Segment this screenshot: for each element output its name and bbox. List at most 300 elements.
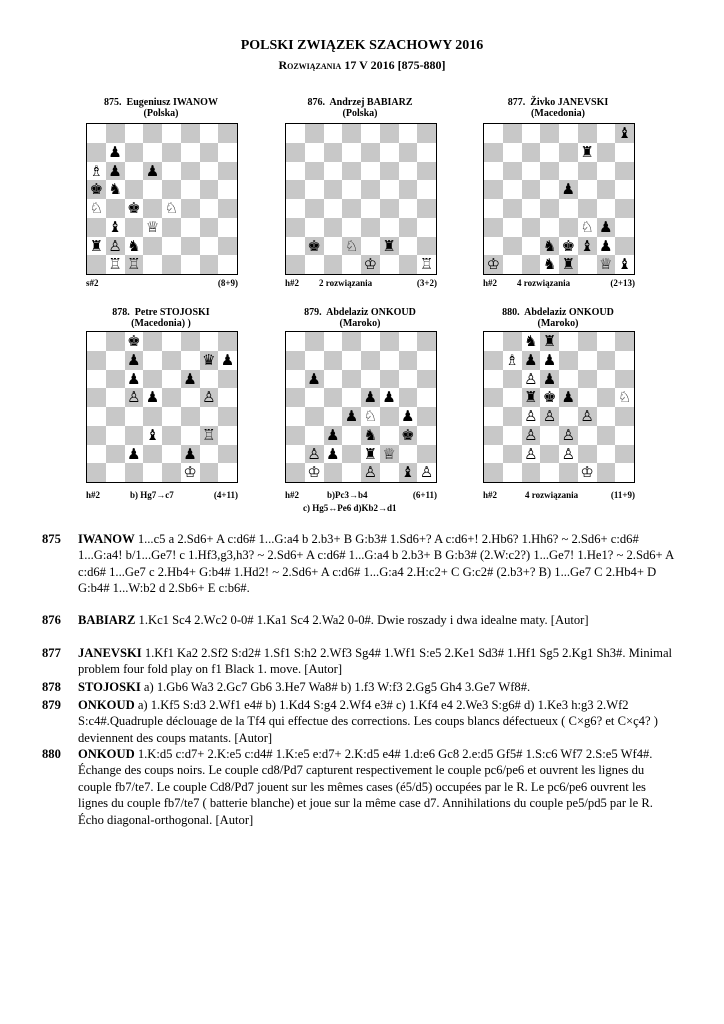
- chess-piece-b6: ♟: [307, 369, 321, 388]
- board-square: [342, 218, 361, 237]
- board-square: [615, 199, 634, 218]
- chess-piece-g1: ♝: [401, 463, 415, 482]
- solution-number: 878: [42, 680, 61, 694]
- problem-country: (Maroko): [537, 318, 579, 329]
- board-square: [559, 124, 578, 143]
- board-square: [559, 351, 578, 370]
- board-square: [597, 445, 616, 464]
- board-square: [200, 124, 219, 143]
- board-square: [399, 237, 418, 256]
- board-square: [503, 180, 522, 199]
- chess-piece-e2: ♚: [561, 236, 576, 255]
- chess-piece-a6: ♗: [89, 161, 104, 180]
- chess-piece-d4: ♙: [542, 407, 557, 425]
- board-square: [342, 445, 361, 464]
- board-square: [484, 370, 503, 389]
- board-square: [615, 237, 634, 256]
- board-square: [503, 370, 522, 389]
- board-square: [162, 426, 181, 445]
- board-square: [125, 218, 144, 237]
- board-square: [361, 332, 380, 351]
- problem-number: 876.: [307, 97, 325, 108]
- problem-country: (Macedonia): [531, 108, 585, 119]
- board-square: [615, 332, 634, 351]
- chess-piece-c3: ♙: [524, 425, 538, 444]
- solution-author: IWANOW: [78, 532, 135, 546]
- board-square: [559, 332, 578, 351]
- board-square: [380, 463, 399, 482]
- board-square: [540, 463, 559, 482]
- board-square: [324, 388, 343, 407]
- board-square: [125, 124, 144, 143]
- chess-piece-d1: ♞: [542, 255, 557, 274]
- board-square: [540, 180, 559, 199]
- chess-piece-f2: ♟: [183, 444, 197, 463]
- chess-piece-b1: ♔: [307, 463, 321, 482]
- board-square: [324, 162, 343, 181]
- piece-count: (11+9): [610, 490, 635, 500]
- board-square: [399, 218, 418, 237]
- board-square: [540, 426, 559, 445]
- chess-piece-c5: ♙: [127, 388, 141, 407]
- board-square: [380, 426, 399, 445]
- chess-piece-e1: ♔: [363, 255, 378, 274]
- board-square: [87, 332, 106, 351]
- board-square: [484, 351, 503, 370]
- board-square: [218, 180, 237, 199]
- board-square: [162, 332, 181, 351]
- chess-board: [285, 331, 437, 483]
- board-square: [162, 124, 181, 143]
- board-square: [181, 124, 200, 143]
- board-square: [286, 124, 305, 143]
- board-square: [143, 199, 162, 218]
- chess-piece-c8: ♚: [127, 332, 141, 350]
- board-square: [106, 332, 125, 351]
- chess-piece-f7: ♜: [580, 142, 594, 161]
- chess-piece-b2: ♚: [307, 236, 321, 255]
- problem-number: 879.: [304, 307, 322, 318]
- board-square: [597, 426, 616, 445]
- board-square: [162, 445, 181, 464]
- board-square: [484, 463, 503, 482]
- board-square: [522, 124, 541, 143]
- board-square: [125, 463, 144, 482]
- board-square: [417, 237, 436, 256]
- chess-piece-a4: ♘: [89, 199, 104, 217]
- chess-piece-e2: ♙: [561, 444, 576, 463]
- solution-note: 4 rozwiązania: [525, 490, 579, 500]
- board-square: [342, 162, 361, 181]
- board-square: [559, 463, 578, 482]
- board-square: [615, 143, 634, 162]
- chess-piece-c8: ♞: [524, 332, 538, 350]
- board-square: [417, 407, 436, 426]
- chess-piece-g4: ♟: [401, 407, 415, 425]
- problem-number: 875.: [104, 97, 122, 108]
- solution-text: 1.Kc1 Sc4 2.Wc2 0-0# 1.Ka1 Sc4 2.Wa2 0-0#. Dwie roszady i dwa idealne maty. [Autor]: [135, 613, 589, 627]
- board-square: [218, 199, 237, 218]
- board-square: [597, 463, 616, 482]
- board-square: [399, 124, 418, 143]
- board-square: [181, 426, 200, 445]
- board-square: [200, 370, 219, 389]
- board-square: [286, 463, 305, 482]
- board-square: [399, 162, 418, 181]
- board-square: [162, 162, 181, 181]
- problem-author: Abdelaziz ONKOUD: [326, 307, 416, 318]
- chess-piece-h5: ♘: [617, 388, 632, 407]
- board-square: [380, 332, 399, 351]
- chess-piece-a2: ♜: [89, 236, 104, 255]
- board-square: [218, 255, 237, 274]
- chess-piece-b2: ♙: [307, 444, 321, 463]
- board-square: [324, 463, 343, 482]
- board-square: [597, 332, 616, 351]
- board-square: [324, 237, 343, 256]
- problem-number: 877.: [507, 97, 526, 108]
- chess-piece-g3: ♚: [401, 425, 415, 444]
- chess-piece-c4: ♚: [127, 199, 141, 217]
- board-square: [597, 124, 616, 143]
- chess-piece-h1: ♝: [617, 255, 632, 274]
- board-square: [87, 218, 106, 237]
- board-square: [615, 370, 634, 389]
- board-square: [181, 180, 200, 199]
- problem-author: Eugeniusz IWANOW: [126, 97, 218, 108]
- chess-piece-e3: ♞: [363, 425, 378, 444]
- chess-piece-c4: ♙: [524, 407, 538, 425]
- board-square: [286, 445, 305, 464]
- solution-author: ONKOUD: [78, 747, 135, 761]
- problem-author: Andrzej BABIARZ: [329, 97, 413, 108]
- piece-count: (3+2): [416, 278, 437, 288]
- board-square: [305, 180, 324, 199]
- board-square: [559, 407, 578, 426]
- board-square: [615, 426, 634, 445]
- board-square: [200, 237, 219, 256]
- board-square: [503, 255, 522, 274]
- board-square: [286, 407, 305, 426]
- stipulation: s#2: [86, 278, 99, 288]
- board-square: [503, 407, 522, 426]
- board-square: [106, 388, 125, 407]
- board-square: [305, 255, 324, 274]
- board-square: [200, 463, 219, 482]
- board-square: [578, 388, 597, 407]
- chess-piece-d6: ♟: [542, 369, 557, 388]
- board-square: [615, 445, 634, 464]
- board-square: [484, 180, 503, 199]
- board-square: [484, 199, 503, 218]
- problem-country: (Maroko): [339, 318, 381, 329]
- board-square: [615, 162, 634, 181]
- chess-piece-c3: ♟: [326, 425, 340, 444]
- board-square: [181, 143, 200, 162]
- board-square: [559, 162, 578, 181]
- board-square: [87, 445, 106, 464]
- board-square: [484, 218, 503, 237]
- board-square: [484, 332, 503, 351]
- board-square: [286, 332, 305, 351]
- board-square: [181, 407, 200, 426]
- board-square: [324, 180, 343, 199]
- board-square: [106, 370, 125, 389]
- chess-piece-d2: ♞: [542, 236, 557, 255]
- board-square: [380, 370, 399, 389]
- solution-author: BABIARZ: [78, 613, 136, 627]
- chess-piece-c5: ♜: [524, 388, 538, 407]
- board-square: [380, 162, 399, 181]
- chess-piece-c2: ♟: [326, 444, 340, 463]
- board-square: [399, 180, 418, 199]
- board-square: [540, 445, 559, 464]
- stipulation: h#2: [285, 278, 300, 288]
- chess-piece-e4: ♘: [164, 199, 179, 217]
- board-square: [399, 143, 418, 162]
- chess-piece-c6: ♟: [127, 369, 141, 388]
- board-square: [87, 255, 106, 274]
- problem-author: Petre STOJOSKI: [134, 307, 210, 318]
- board-square: [305, 199, 324, 218]
- chess-piece-b6: ♟: [108, 161, 122, 180]
- board-square: [218, 124, 237, 143]
- board-square: [361, 370, 380, 389]
- board-square: [324, 351, 343, 370]
- problem-heading: [463, 97, 653, 119]
- board-square: [143, 237, 162, 256]
- chess-piece-d4: ♟: [344, 407, 359, 425]
- board-square: [143, 255, 162, 274]
- board-square: [484, 388, 503, 407]
- board-square: [399, 255, 418, 274]
- board-square: [87, 124, 106, 143]
- board-square: [324, 370, 343, 389]
- board-square: [218, 463, 237, 482]
- board-square: [200, 143, 219, 162]
- board-square: [399, 199, 418, 218]
- board-square: [578, 332, 597, 351]
- chess-piece-c2: ♙: [524, 444, 538, 463]
- board-square: [615, 463, 634, 482]
- chess-piece-f3: ♘: [580, 217, 594, 236]
- chess-piece-d3: ♝: [145, 425, 160, 444]
- board-square: [503, 445, 522, 464]
- board-square: [106, 199, 125, 218]
- board-square: [559, 370, 578, 389]
- board-square: [380, 180, 399, 199]
- chess-piece-f6: ♟: [183, 369, 197, 388]
- chess-piece-d7: ♟: [542, 350, 557, 369]
- problem-country: (Macedonia) ): [131, 318, 191, 329]
- solution-note: 4 rozwiązania: [517, 278, 571, 288]
- board-square: [342, 426, 361, 445]
- board-square: [578, 426, 597, 445]
- chess-piece-g7: ♛: [202, 350, 216, 369]
- board-square: [615, 218, 634, 237]
- board-square: [286, 351, 305, 370]
- board-square: [503, 463, 522, 482]
- board-square: [361, 199, 380, 218]
- board-square: [218, 445, 237, 464]
- board-square: [559, 143, 578, 162]
- solution-text: 1.Kf1 Ka2 2.Sf2 S:d2# 1.Sf1 S:h2 2.Wf3 Sg4# 1.Wf1 S:e5 2.Ke1 Sd3# 1.Hf1 Sg5 2.Kg1 Sh3#. Minimal problem four fold play on f1 Black 1. move. [Autor]: [78, 646, 673, 677]
- problem-country: (Polska): [342, 108, 378, 119]
- board-square: [342, 388, 361, 407]
- chess-piece-b7: ♗: [505, 350, 519, 369]
- board-square: [503, 162, 522, 181]
- problem-heading: [265, 97, 455, 119]
- board-square: [417, 426, 436, 445]
- board-square: [162, 388, 181, 407]
- board-square: [106, 445, 125, 464]
- chess-piece-g1: ♕: [599, 255, 613, 274]
- board-square: [181, 332, 200, 351]
- board-square: [106, 124, 125, 143]
- board-square: [615, 407, 634, 426]
- board-square: [305, 162, 324, 181]
- board-square: [503, 199, 522, 218]
- chess-piece-f4: ♙: [580, 407, 594, 425]
- board-square: [342, 463, 361, 482]
- solution-text: 1.K:d5 c:d7+ 2.K:e5 c:d4# 1.K:e5 e:d7+ 2.K:d5 e4# 1.d:e6 Gc8 2.e:d5 Gf5# 1.S:c6 Wf7 2.S:e5 Wf4#. Échange des coups noirs. Le couple cd8/Pd7 capturent respectivement le couple pc6/pe6 et ouvrent les lignes du couple fb7/te7. Le couple Cd8/Pd7 jouent sur les mêmes cases (é5/d5) occupées par le R. Le pc6/pe6 ouvrent les lignes du couple fb7/te7 ( batterie blanche) et joue sur la même case d7. Annihilations du couple pe5/pd5 par le R. Écho diagonal-orthogonal. [Autor]: [78, 747, 653, 827]
- board-square: [125, 162, 144, 181]
- board-square: [399, 370, 418, 389]
- board-square: [615, 351, 634, 370]
- solution-number: 876: [42, 613, 61, 627]
- board-square: [162, 407, 181, 426]
- board-square: [342, 351, 361, 370]
- board-square: [484, 445, 503, 464]
- board-square: [218, 407, 237, 426]
- board-square: [484, 426, 503, 445]
- board-square: [200, 180, 219, 199]
- board-square: [417, 218, 436, 237]
- board-square: [522, 162, 541, 181]
- board-square: [87, 407, 106, 426]
- piece-count: (4+11): [213, 490, 238, 500]
- solution-text: a) 1.Gb6 Wa3 2.Gc7 Gb6 3.He7 Wa8# b) 1.f3 W:f3 2.Gg5 Gh4 3.Ge7 Wf8#.: [140, 680, 531, 694]
- board-square: [417, 162, 436, 181]
- board-square: [305, 388, 324, 407]
- board-square: [361, 351, 380, 370]
- board-square: [597, 143, 616, 162]
- board-square: [218, 388, 237, 407]
- board-square: [305, 332, 324, 351]
- chess-piece-e1: ♜: [561, 255, 576, 274]
- board-square: [87, 463, 106, 482]
- problem-heading: [66, 97, 256, 119]
- board-square: [417, 332, 436, 351]
- chess-piece-d5: ♟: [145, 388, 160, 407]
- board-square: [522, 463, 541, 482]
- board-square: [106, 426, 125, 445]
- chess-board: [285, 123, 437, 275]
- board-square: [181, 218, 200, 237]
- board-square: [286, 199, 305, 218]
- chess-piece-h7: ♟: [220, 350, 235, 369]
- board-square: [380, 143, 399, 162]
- board-square: [615, 180, 634, 199]
- chess-piece-g3: ♖: [202, 425, 216, 444]
- board-square: [503, 124, 522, 143]
- chess-piece-c2: ♞: [127, 236, 141, 255]
- board-square: [578, 255, 597, 274]
- solution-text: 1...c5 a 2.Sd6+ A c:d6# 1...G:a4 b 2.b3+ B G:b3# 1.Sd6+? A c:d6+! 2.Hb6? 1.Hh6? ~ 2.Sd6+ c:d6# 1...G:a4! b/1...Ge7! c 1.Hf3,g3,h3? ~ 2.Sd6+ A c:d6# 1...G:a4 b 2.b3+ B G:b3# (2.W:c2?) 1...Ge7! 1.He1? ~ 2.Sd6+ A c:d6# 1...Ge7 c 2.Hb4+ G:b4# 1.Hd2! ~ 2.Sd6+ A c:d6# 1...G:a4 2.H:c2+ C G:c2# (2.b3+? B) 1...Ge7 C 2.Hb4+ D G:b4# 1...W:b2 d 2.Sb6+ E c:b6#.: [78, 532, 674, 596]
- board-square: [417, 124, 436, 143]
- board-square: [87, 426, 106, 445]
- board-square: [484, 124, 503, 143]
- chess-piece-d2: ♘: [344, 236, 359, 255]
- board-square: [540, 143, 559, 162]
- board-square: [218, 218, 237, 237]
- chess-piece-c2: ♟: [127, 444, 141, 463]
- chess-piece-d6: ♟: [145, 161, 160, 180]
- board-square: [559, 199, 578, 218]
- chess-piece-c6: ♙: [524, 369, 538, 388]
- board-square: [484, 237, 503, 256]
- board-square: [125, 180, 144, 199]
- board-square: [399, 332, 418, 351]
- piece-count: (6+11): [412, 490, 437, 500]
- solution-note: b)Pc3→b4: [327, 490, 368, 500]
- chess-piece-f1: ♔: [183, 463, 197, 482]
- chess-piece-e1: ♙: [363, 463, 378, 482]
- chess-piece-f2: ♝: [580, 236, 594, 255]
- solution-author: STOJOSKI: [78, 680, 141, 694]
- board-square: [106, 407, 125, 426]
- board-square: [540, 124, 559, 143]
- chess-piece-e5: ♟: [561, 388, 576, 407]
- board-square: [106, 463, 125, 482]
- board-square: [342, 180, 361, 199]
- board-square: [417, 351, 436, 370]
- board-square: [522, 180, 541, 199]
- board-square: [522, 218, 541, 237]
- board-square: [417, 370, 436, 389]
- board-square: [218, 237, 237, 256]
- chess-piece-c7: ♟: [524, 350, 538, 369]
- board-square: [143, 445, 162, 464]
- board-square: [181, 199, 200, 218]
- board-square: [162, 370, 181, 389]
- board-square: [87, 370, 106, 389]
- chess-piece-e5: ♟: [561, 180, 576, 199]
- piece-count: (8+9): [217, 278, 238, 288]
- chess-board: [86, 123, 238, 275]
- board-square: [125, 426, 144, 445]
- board-square: [342, 199, 361, 218]
- board-square: [380, 351, 399, 370]
- chess-piece-c1: ♖: [127, 255, 141, 274]
- stipulation: h#2: [86, 490, 101, 500]
- board-square: [522, 199, 541, 218]
- solution-number: 875: [42, 532, 61, 546]
- board-square: [218, 332, 237, 351]
- board-square: [162, 218, 181, 237]
- chess-piece-b7: ♟: [108, 142, 122, 161]
- board-square: [597, 388, 616, 407]
- chess-piece-d5: ♚: [542, 388, 557, 407]
- chess-piece-b1: ♖: [108, 255, 122, 274]
- board-square: [286, 255, 305, 274]
- board-square: [324, 124, 343, 143]
- chess-piece-h1: ♖: [419, 255, 434, 274]
- board-square: [87, 143, 106, 162]
- solution-879: [42, 697, 678, 746]
- board-square: [578, 370, 597, 389]
- solution-number: 877: [42, 646, 61, 660]
